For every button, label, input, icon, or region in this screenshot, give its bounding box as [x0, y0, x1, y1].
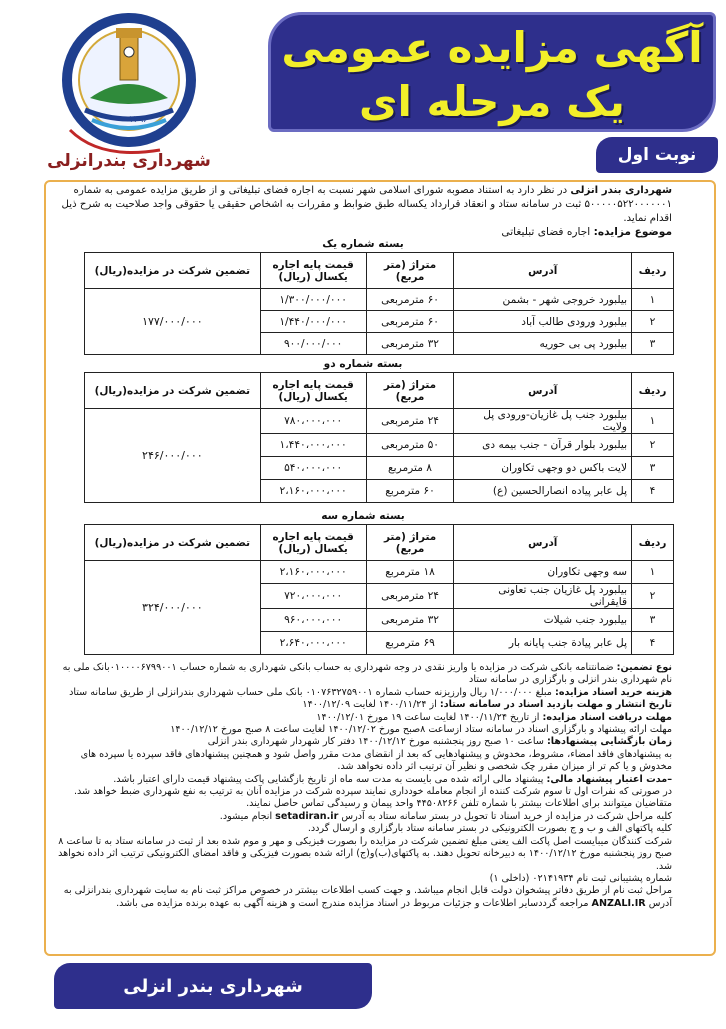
- term-support-number: شماره پشتیبانی ثبت نام ۰۲۱۴۱۹۳۴ (داخلی ۱): [489, 872, 672, 884]
- footer-banner: شهرداری بندر انزلی: [54, 963, 372, 1009]
- row-address: پل عابر پیاده انصارالحسین (ع): [454, 480, 632, 503]
- term-text: کلیه مراحل شرکت در مزایده از خرید اسناد تا تحویل در بستر سامانه ستاد به آدرس: [338, 810, 672, 822]
- term-publish-date: [54, 699, 672, 711]
- term-label: تاریخ انتشار و مهلت بازدید اسناد در سامانه ستاد:: [439, 699, 672, 711]
- row-number: ۱: [632, 409, 674, 434]
- row-price: ۲،۶۴۰،۰۰۰،۰۰۰: [260, 632, 366, 655]
- term-invalid-bids: به پیشنهادهای فاقد امضاء، مشروط، مخدوش و پیشنهادهایی که بعد از انقضای مدت مقرر واصل شود و همچنین پیشنهادهای فاقد سپرده یا سپرده های مخدوش و یا کم تر از میزان مقرر چک شخصی و نظیر آن ترتیب اثر داده نخواهد شد.: [80, 748, 672, 773]
- subject-label: موضوع مزایده:: [593, 226, 672, 238]
- header-guarantee: تضمین شرکت در مزایده(ریال): [85, 525, 261, 561]
- term-text: مراجعه گرددسایر اطلاعات و جزئیات مربوط در اسناد مزایده مندرج است و هزینه آگهی به عهده برنده مزایده می باشد.: [116, 897, 592, 909]
- term-text: از ۱۴۰۰/۱۱/۲۴ لغایت ۱۴۰۰/۱۲/۰۹: [302, 699, 440, 711]
- row-address: بیلبورد خروجی شهر - بشمن: [454, 289, 632, 311]
- row-price: ۲،۱۶۰،۰۰۰،۰۰۰: [260, 561, 366, 584]
- row-address: پل عابر پیادة جنب پایانه بار: [454, 632, 632, 655]
- row-number: ۳: [632, 609, 674, 632]
- header-area: متراژ (متر مربع): [366, 373, 454, 409]
- municipality-logo: [40, 10, 218, 180]
- row-number: ۴: [632, 480, 674, 503]
- term-physical-delivery: شرکت کنندگان میبایست اصل پاکت الف یعنی مبلغ تضمین شرکت در مزایده را بصورت فیزیکی و مهر و موم شده بعد از ثبت در سامانه ستاد به تا ساعت ۸ صبح روز پنجشنبه مورخ ۱۴۰۰/۱۲/۱۲ به دبیرخانه تحویل دهند. به پاکتهای(ب)و(ج) ارائه شده بصورت فیزیکی و فاقد امضای الکترونیکی ترتیب اثر داده نخواهد شد.: [58, 835, 672, 872]
- auction-subject: [501, 226, 672, 238]
- term-document-fee: [54, 687, 672, 699]
- row-area: ۳۲ مترمربعی: [366, 609, 454, 632]
- term-validity: [54, 774, 672, 786]
- header-price: قیمت پایه اجاره یکسال (ریال): [260, 525, 366, 561]
- row-area: ۶۰ مترمربع: [366, 480, 454, 503]
- row-number: ۱: [632, 289, 674, 311]
- term-text: پیشنهاد مالی ارائه شده می بایست به مدت سه ماه از تاریخ بازگشایی پاکت پیشنهاد قیمت دارای اعتبار باشد.: [113, 773, 547, 785]
- term-label: مهلت دریافت اسناد مزایده:: [542, 711, 672, 723]
- term-text: انجام میشود.: [219, 810, 276, 822]
- row-area: ۶۰ مترمربعی: [366, 311, 454, 333]
- row-address: بیلبورد پل غازیان جنب تعاونی قایقرانی: [454, 584, 632, 609]
- header-price: قیمت پایه اجاره یکسال (ریال): [260, 373, 366, 409]
- term-text: مبلغ ۱/۰۰۰/۰۰۰ ریال وارزیزنه حساب شماره ۰۱۰۷۶۳۲۷۵۹۰۰۱ بانک ملی حساب شهرداری بندرانزلی از طریق سامانه ستاد: [69, 686, 555, 698]
- row-area: ۶۹ مترمربع: [366, 632, 454, 655]
- row-area: ۲۴ مترمربعی: [366, 584, 454, 609]
- title-banner: [268, 12, 716, 132]
- header-address: آدرس: [454, 253, 632, 289]
- package-3-table: [84, 524, 674, 655]
- logo-year: ۱۳۹۶: [128, 115, 148, 125]
- table-row: [85, 409, 674, 434]
- package-3-title: بسته شماره سه: [321, 510, 405, 522]
- term-text: ضمانتنامه بانکی شرکت در مزایده یا واریز نقدی در وجه شهرداری به حساب بانکی شهرداری به شماره حساب ۰۱۰۰۰۰۶۷۹۹۰۰۱بانک ملی به نام شهرداری بندر انزلی و بارگزاری در سامانه ستاد: [62, 662, 672, 686]
- row-address: لایت باکس دو وجهی تکاوران: [454, 457, 632, 480]
- package-1-title: بسته شماره یک: [322, 238, 404, 250]
- term-registration: [54, 885, 672, 910]
- header-guarantee: تضمین شرکت در مزایده(ریال): [85, 373, 261, 409]
- term-label: نوع تضمین:: [616, 662, 672, 673]
- logo-emblem-icon: [40, 10, 218, 180]
- title-line-2: یک مرحله ای: [359, 77, 625, 126]
- row-price: ۱/۳۰۰/۰۰۰/۰۰۰: [260, 289, 366, 311]
- row-area: ۶۰ مترمربعی: [366, 289, 454, 311]
- header-price: قیمت پایه اجاره یکسال (ریال): [260, 253, 366, 289]
- header-area: متراژ (متر مربع): [366, 525, 454, 561]
- row-address: بیلبورد بلوار قرآن - جنب بیمه دی: [454, 434, 632, 457]
- row-number: ۴: [632, 632, 674, 655]
- row-number: ۳: [632, 333, 674, 355]
- row-price: ۵۴۰،۰۰۰،۰۰۰: [260, 457, 366, 480]
- term-label: هزینه خرید اسناد مزایده:: [554, 686, 672, 698]
- term-label: –مدت اعتبار پیشنهاد مالی:: [546, 773, 672, 785]
- row-price: ۹۶۰،۰۰۰،۰۰۰: [260, 609, 366, 632]
- term-receive-deadline: [54, 712, 672, 724]
- header-address: آدرس: [454, 525, 632, 561]
- row-area: ۲۴ مترمربعی: [366, 409, 454, 434]
- table-row: [85, 289, 674, 311]
- package-1-table: [84, 252, 674, 355]
- row-price: ۱/۴۴۰/۰۰۰/۰۰۰: [260, 311, 366, 333]
- logo-caption: شهرداری بندرانزلی: [47, 151, 211, 171]
- term-text: مراحل ثبت نام از طریق دفاتر پیشخوان دولت قابل انجام میباشد. و جهت کسب اطلاعات بیشتر در خصوص مراکز ثبت نام به سایت شهرداری بندرانزلی به آدرس: [63, 885, 672, 909]
- header-row-number: ردیف: [632, 525, 674, 561]
- row-address: بیلبورد جنب پل غازیان-ورودی پل ولایت: [454, 409, 632, 434]
- row-address: بیلبورد پی بی حوریه: [454, 333, 632, 355]
- row-area: ۱۸ مترمربع: [366, 561, 454, 584]
- row-price: ۷۲۰،۰۰۰،۰۰۰: [260, 584, 366, 609]
- row-address: بیلبورد ورودی طالب آباد: [454, 311, 632, 333]
- row-number: ۲: [632, 311, 674, 333]
- term-guarantee-type: [54, 662, 672, 687]
- header-row-number: ردیف: [632, 373, 674, 409]
- row-address: سه وجهی تکاوران: [454, 561, 632, 584]
- package-guarantee: ۳۲۴/۰۰۰/۰۰۰: [85, 561, 261, 655]
- table-header-row: [85, 253, 674, 289]
- subject-value: اجاره فضای تبلیغاتی: [501, 226, 594, 238]
- table-row: [85, 561, 674, 584]
- term-submission-deadline: مهلت ارائه پیشنهاد و بارگزاری اسناد در سامانه ستاد ازساعت ۸صبح مورخ ۱۴۰۰/۱۲/۰۲ لغایت ساعت ۸ صبح مورخ ۱۴۰۰/۱۲/۱۲: [170, 724, 672, 736]
- row-address: بیلبورد جنب شیلات: [454, 609, 632, 632]
- term-label: زمان بازگشایی پیشنهادها:: [546, 736, 672, 748]
- package-2-title: بسته شماره دو: [323, 358, 403, 370]
- intro-paragraph: [56, 184, 672, 226]
- row-price: ۱،۴۴۰،۰۰۰،۰۰۰: [260, 434, 366, 457]
- package-guarantee: ۲۴۶/۰۰۰/۰۰۰: [85, 409, 261, 503]
- header-area: متراژ (متر مربع): [366, 253, 454, 289]
- header-row-number: ردیف: [632, 253, 674, 289]
- issue-badge: نوبت اول: [596, 137, 718, 173]
- row-price: ۹۰۰/۰۰۰/۰۰۰: [260, 333, 366, 355]
- row-number: ۲: [632, 434, 674, 457]
- org-name: شهرداری بندر انزلی: [570, 185, 672, 196]
- term-forfeit: در صورتی که نفرات اول تا سوم شرکت کننده از انجام معامله خودداری نمایند سپرده شرکت در مزایده آنان به ترتیب به نفع شهرداری ضبط خواهد شد.: [73, 786, 672, 798]
- row-number: ۱: [632, 561, 674, 584]
- intro-text: در نظر دارد به استناد مصوبه شورای اسلامی شهر نسبت به اجاره فضای تبلیغاتی و از طریق مزایده عمومی به شماره ۵۰۰۰۰۰۵۲۲۰۰۰۰۰۰۱ ثبت در سامانه ستاد و انعقاد قرارداد یکساله طبق ضوابط و مقررات به اشخاص حقیقی یا حقوقی واجد صلاحیت به شرح ذیل اقدام نماید.: [61, 185, 672, 224]
- row-price: ۲،۱۶۰،۰۰۰،۰۰۰: [260, 480, 366, 503]
- term-contact: متقاضیان میتوانند برای اطلاعات بیشتر با شماره تلفن ۴۴۵۰۸۲۶۶ واحد پیمان و رسیدگی تماس حاصل نمایند.: [246, 798, 672, 810]
- term-text: از تاریخ ۱۴۰۰/۱۱/۲۴ لغایت ساعت ۱۹ مورخ ۱۴۰۰/۱۲/۰۱: [316, 711, 543, 723]
- row-number: ۲: [632, 584, 674, 609]
- package-guarantee: ۱۷۷/۰۰۰/۰۰۰: [85, 289, 261, 355]
- table-header-row: [85, 525, 674, 561]
- term-envelopes: کلیه پاکتهای الف و ب و ج بصورت الکترونیکی در بستر سامانه ستاد بارگزاری و ارسال گردد.: [307, 823, 672, 835]
- row-price: ۷۸۰،۰۰۰،۰۰۰: [260, 409, 366, 434]
- row-number: ۳: [632, 457, 674, 480]
- term-setad: [54, 811, 672, 823]
- header-address: آدرس: [454, 373, 632, 409]
- row-area: ۸ مترمربع: [366, 457, 454, 480]
- term-text: ساعت ۱۰ صبح روز پنجشنبه مورخ ۱۴۰۰/۱۲/۱۲ دفتر کار شهردار شهرداری بندر انزلی: [207, 736, 547, 748]
- package-2-table: [84, 372, 674, 503]
- header-guarantee: تضمین شرکت در مزایده(ریال): [85, 253, 261, 289]
- terms-section: [54, 662, 672, 910]
- setad-link[interactable]: setadiran.ir: [275, 810, 339, 822]
- row-area: ۳۲ مترمربعی: [366, 333, 454, 355]
- anzali-link[interactable]: ANZALI.IR: [591, 897, 646, 909]
- term-opening-time: [54, 736, 672, 748]
- table-header-row: [85, 373, 674, 409]
- title-line-1: آگهی مزایده عمومی: [281, 23, 703, 72]
- row-area: ۵۰ مترمربعی: [366, 434, 454, 457]
